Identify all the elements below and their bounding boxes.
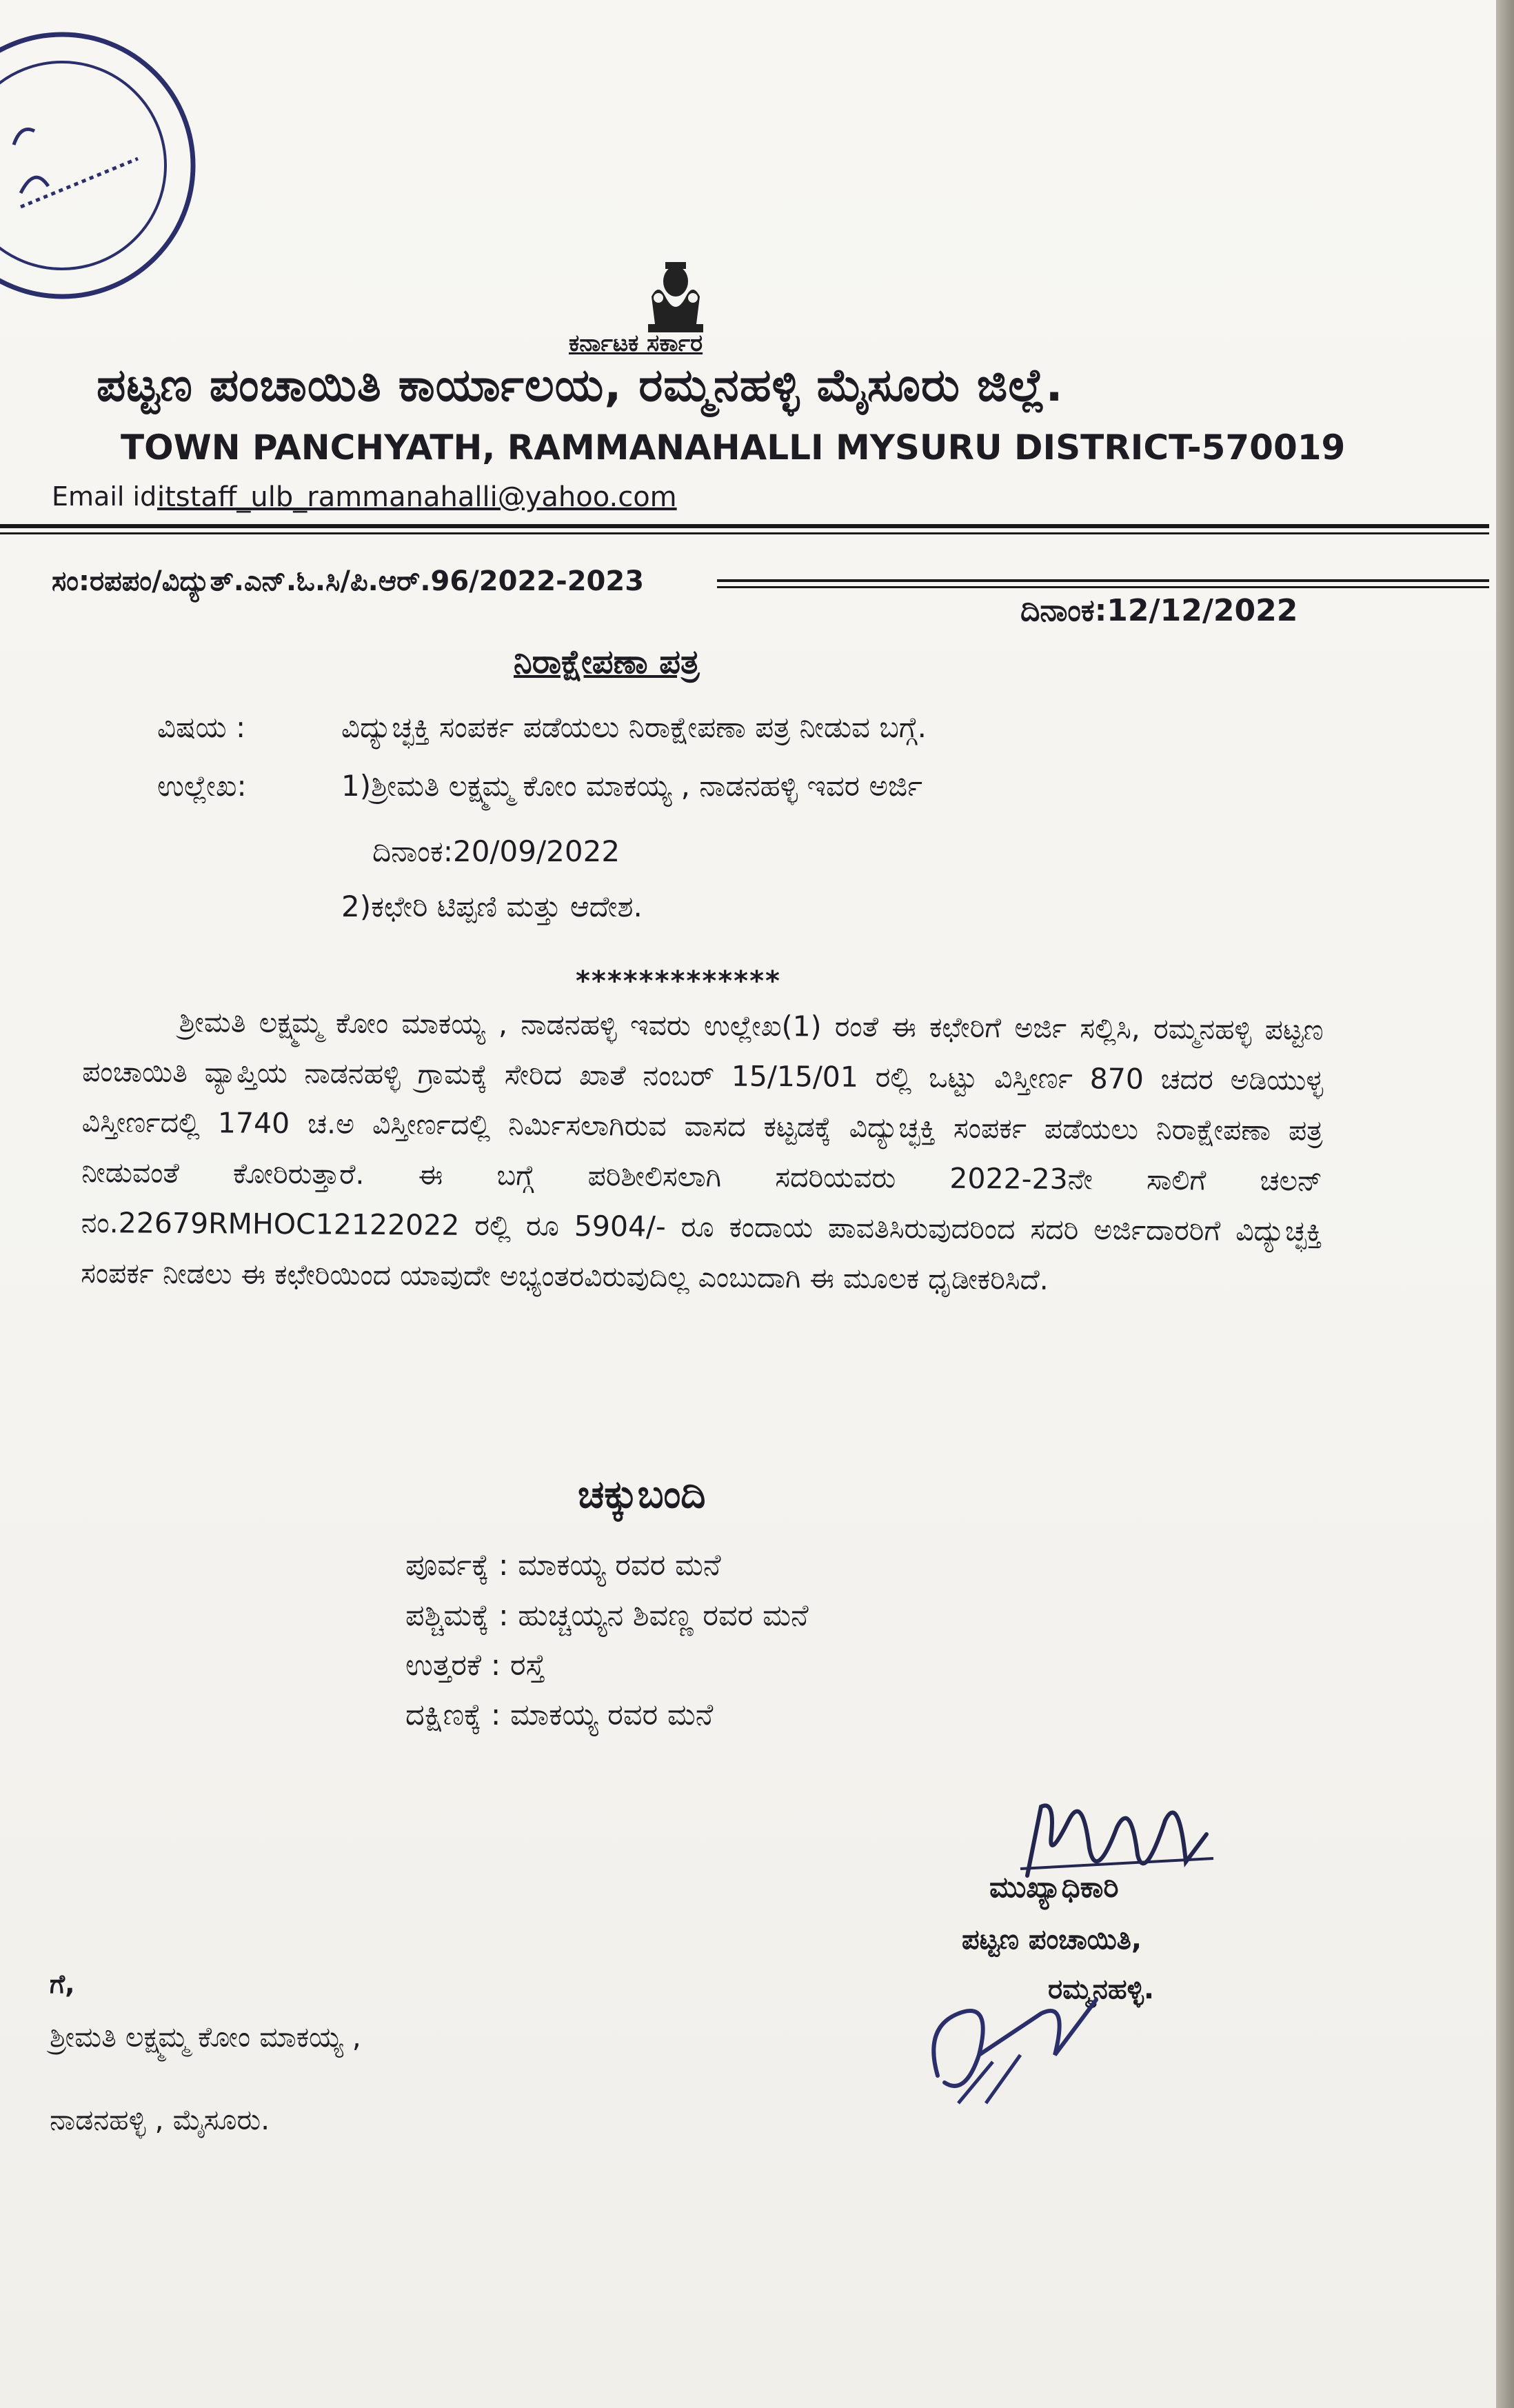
- reference-label: ಉಲ್ಲೇಖ:: [157, 769, 247, 803]
- boundary-north: ಉತ್ತರಕೆ : ರಸ್ತೆ: [405, 1648, 545, 1683]
- signatory-office: ಪಟ್ಟಣ ಪಂಚಾಯಿತಿ,: [962, 1924, 1142, 1956]
- boundary-south: ದಕ್ಷಿಣಕ್ಕೆ : ಮಾಕಯ್ಯ ರವರ ಮನೆ: [405, 1698, 714, 1732]
- subject-text: ವಿದ್ಯುಚ್ಛಕ್ತಿ ಸಂಪರ್ಕ ಪಡೆಯಲು ನಿರಾಕ್ಷೇಪಣಾ ಪತ್ರ ನೀಡುವ ಬಗ್ಗೆ.: [341, 710, 927, 744]
- body-paragraph: ಶ್ರೀಮತಿ ಲಕ್ಷ್ಮಮ್ಮ ಕೋಂ ಮಾಕಯ್ಯ , ನಾಡನಹಳ್ಳಿ ಇವರು ಉಲ್ಲೇಖ(1) ರಂತೆ ಈ ಕಛೇರಿಗೆ ಅರ್ಜಿ ಸಲ್ಲಿಸಿ, ರಮ್ಮನಹಳ್ಳಿ ಪಟ್ಟಣ ಪಂಚಾಯಿತಿ ವ್ಯಾಪ್ತಿಯ ನಾಡನಹಳ್ಳಿ ಗ್ರಾಮಕ್ಕೆ ಸೇರಿದ ಖಾತೆ ನಂಬರ್ 15/15/01 ರಲ್ಲಿ ಒಟ್ಟು ವಿಸ್ತೀರ್ಣ 870 ಚದರ ಅಡಿಯುಳ್ಳ ವಿಸ್ತೀರ್ಣದಲ್ಲಿ 1740 ಚ.ಅ ವಿಸ್ತೀರ್ಣದಲ್ಲಿ ನಿರ್ಮಿಸಲಾಗಿರುವ ವಾಸದ ಕಟ್ಟಡಕ್ಕೆ ವಿದ್ಯುಚ್ಛಕ್ತಿ ಸಂಪರ್ಕ ಪಡೆಯಲು ನಿರಾಕ್ಷೇಪಣಾ ಪತ್ರ ನೀಡುವಂತೆ ಕೋರಿರುತ್ತಾರೆ. ಈ ಬಗ್ಗೆ ಪರಿಶೀಲಿಸಲಾಗಿ ಸದರಿಯವರು 2022-23ನೇ ಸಾಲಿಗೆ ಚಲನ್ ನಂ.22679RMHOC12122022 ರಲ್ಲಿ ರೂ 5904/- ರೂ ಕಂದಾಯ ಪಾವತಿಸಿರುವುದರಿಂದ ಸದರಿ ಅರ್ಜಿದಾರರಿಗೆ ವಿದ್ಯುಚ್ಛಕ್ತಿ ಸಂಪರ್ಕ ನೀಡಲು ಈ ಕಛೇರಿಯಿಂದ ಯಾವುದೇ ಅಭ್ಯಂತರವಿರುವುದಿಲ್ಲ ಎಂಬುದಾಗಿ ಈ ಮೂಲಕ ಧೃಡೀಕರಿಸಿದೆ.: [81, 1005, 1324, 1296]
- office-seal-stamp: [0, 21, 207, 310]
- recipient-address: ನಾಡನಹಳ್ಳಿ , ಮೈಸೂರು.: [50, 2103, 270, 2136]
- signatory-designation: ಮುಖ್ಯಾಧಿಕಾರಿ: [989, 1870, 1119, 1904]
- reference-divider: [717, 579, 1489, 582]
- boundary-east: ಪೂರ್ವಕ್ಕೆ : ಮಾಕಯ್ಯ ರವರ ಮನೆ: [405, 1548, 721, 1583]
- email-label: Email id:: [52, 481, 165, 512]
- header-divider: [0, 532, 1489, 534]
- office-title-english: TOWN PANCHYATH, RAMMANAHALLI MYSURU DISTRICT-570019: [121, 428, 1346, 468]
- recipient-name: ಶ್ರೀಮತಿ ಲಕ್ಷ್ಮಮ್ಮ ಕೋಂ ಮಾಕಯ್ಯ ,: [50, 2020, 361, 2054]
- recipient-to: ಗೆ,: [50, 1969, 75, 1999]
- letter-date: ದಿನಾಂಕ:12/12/2022: [1020, 593, 1298, 628]
- separator-stars: *************: [576, 965, 781, 997]
- page-edge: [1496, 0, 1514, 2408]
- initial-signature: [917, 1972, 1124, 2110]
- karnataka-emblem-icon: [638, 255, 714, 338]
- reference-2: 2)ಕಛೇರಿ ಟಿಪ್ಪಣಿ ಮತ್ತು ಆದೇಶ.: [341, 890, 643, 923]
- subject-label: ವಿಷಯ :: [157, 710, 246, 744]
- reference-1-date: ದಿನಾಂಕ:20/09/2022: [372, 834, 620, 868]
- office-title-kannada: ಪಟ್ಟಣ ಪಂಚಾಯಿತಿ ಕಾರ್ಯಾಲಯ, ರಮ್ಮನಹಳ್ಳಿ ಮೈಸೂರು ಜಿಲ್ಲೆ.: [97, 359, 1064, 412]
- boundary-west: ಪಶ್ಚಿಮಕ್ಕೆ : ಹುಚ್ಚಯ್ಯನ ಶಿವಣ್ಣ ರವರ ಮನೆ: [405, 1598, 809, 1633]
- signatory-place: ರಮ್ಮನಹಳ್ಳಿ.: [1048, 1974, 1155, 2005]
- document-title: ನಿರಾಕ್ಷೇಪಣಾ ಪತ್ರ: [514, 643, 700, 681]
- header-divider: [0, 524, 1489, 528]
- government-name: ಕರ್ನಾಟಕ ಸರ್ಕಾರ: [569, 330, 703, 357]
- reference-divider: [717, 586, 1489, 588]
- reference-number: ಸಂ:ರಪಪಂ/ವಿದ್ಯುತ್.ಎನ್.ಓ.ಸಿ/ಪಿ.ಆರ್.96/2022-2023: [52, 565, 645, 597]
- boundaries-title: ಚಕ್ಕುಬಂದಿ: [578, 1472, 706, 1517]
- reference-1: 1)ಶ್ರೀಮತಿ ಲಕ್ಷ್ಮಮ್ಮ ಕೋಂ ಮಾಕಯ್ಯ , ನಾಡನಹಳ್ಳಿ ಇವರ ಅರ್ಜಿ: [341, 769, 923, 803]
- email-address: itstaff_ulb_rammanahalli@yahoo.com: [157, 481, 677, 513]
